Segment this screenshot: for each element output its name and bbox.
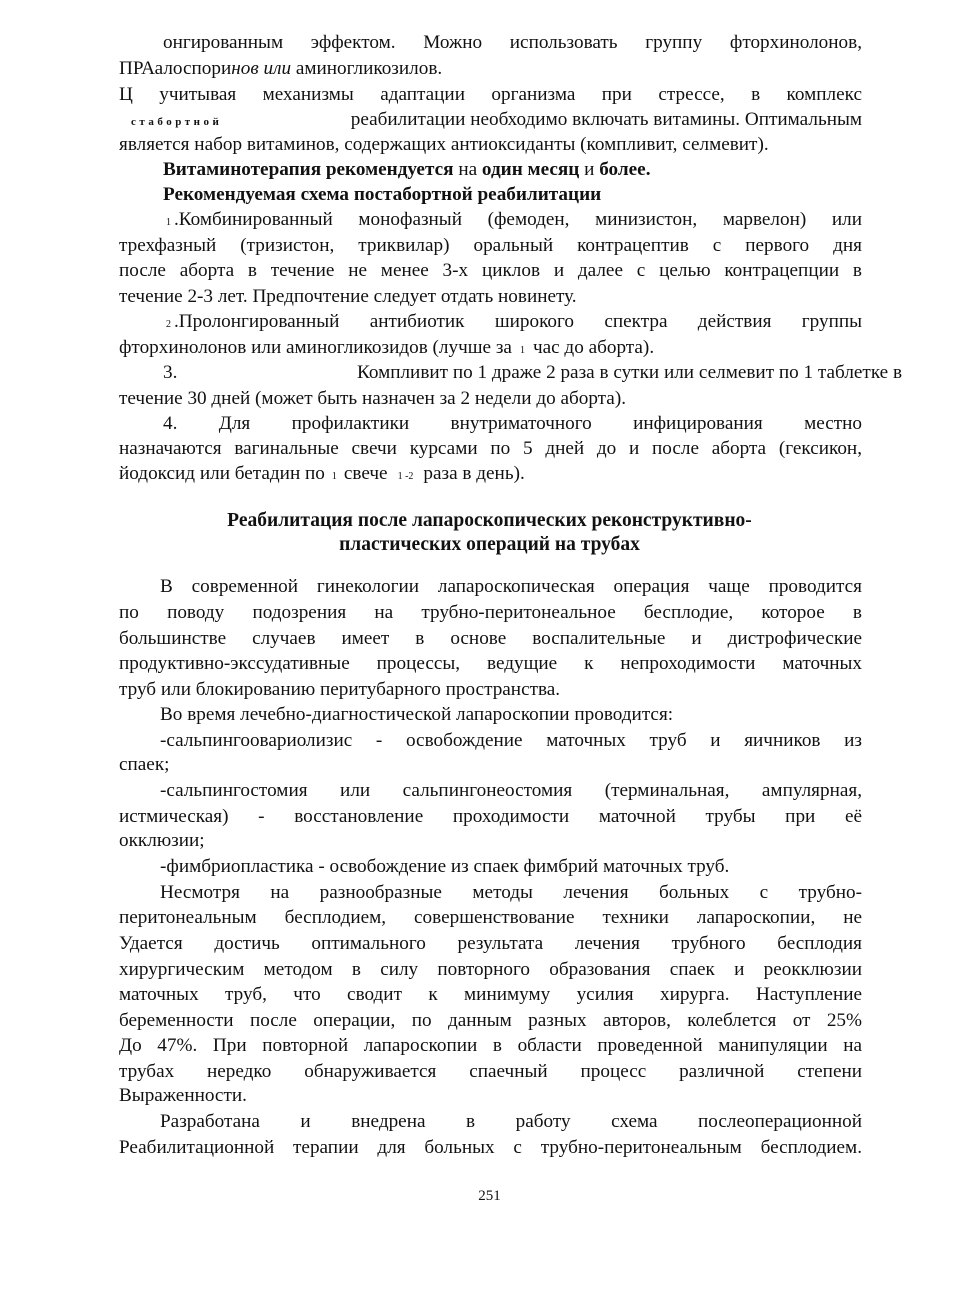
text-fragment: реабилитации необходимо включать витамины. Оптимальным [350, 109, 862, 130]
small-number: 1 [331, 471, 337, 482]
text-line: беременности после операции, по данным разных авторов, колеблется от 25% [119, 1010, 862, 1031]
text-line: по поводу подозрения на трубно-перитонеальное бесплодие, которое в [119, 602, 862, 623]
text-line: трубах нередко обнаруживается спаечный процесс различной степени [119, 1061, 862, 1082]
text-fragment: фторхинолонов или аминогликозидов (лучше за [119, 337, 512, 358]
section-heading-line-1: Реабилитация после лапароскопических реконструктивно- [227, 510, 752, 531]
text-line: труб или блокированию перитубарного пространства. [119, 679, 561, 700]
text-line: Ц учитывая механизмы адаптации организма при стрессе, в комплекс [119, 84, 862, 105]
item-number: 1 [166, 217, 171, 228]
text-line: трехфазный (тризистон, триквилар) оральный контрацептив с первого дня [119, 235, 862, 256]
text-line: течение 30 дней (может быть назначен за 2 недели до аборта). [119, 388, 627, 409]
text-line: течение 2-3 лет. Предпочтение следует отдать новинету. [119, 286, 577, 307]
text-line: Разработана и внедрена в работу схема послеоперационной [160, 1111, 862, 1132]
text-line: Реабилитационной терапии для больных с трубно-перитонеальным бесплодием. [119, 1137, 862, 1158]
text-line: -сальпингоовариолизис - освобождение маточных труб и яичников из [160, 730, 862, 751]
text-fragment: йодоксид или бетадин по [119, 463, 325, 484]
text-line: является набор витаминов, содержащих антиоксиданты (компливит, селмевит). [119, 134, 769, 155]
text-line: До 47%. При повторной лапароскопии в области проведенной манипуляции на [119, 1035, 862, 1056]
italic-fragment: нов или [231, 58, 292, 79]
text-fragment: на [453, 159, 482, 180]
item-number: 2 [166, 319, 171, 330]
text-line: перитонеальным бесплодием, совершенствование техники лапароскопии, не [119, 907, 862, 928]
bold-fragment: один месяц [481, 159, 580, 180]
spaced-fragment: стабортной [131, 116, 223, 128]
text-line [119, 336, 862, 363]
text-line: Во время лечебно-диагностической лапароскопии проводится: [160, 704, 674, 725]
text-line: -фимбриопластика - освобождение из спаек фимбрий маточных труб. [160, 856, 730, 877]
small-number: 1 [519, 345, 525, 356]
list-item-3-number: 3. [163, 362, 178, 383]
text-line: онгированным эффектом. Можно использовать группу фторхинолонов, [163, 32, 862, 53]
text-line: большинстве случаев имеет в основе воспалительные и дистрофические [119, 628, 862, 649]
list-item-3: Компливит по 1 драже 2 раза в сутки или селмевит по 1 таблетке в [357, 362, 903, 383]
list-item-2 [163, 310, 862, 337]
text-fragment: свече [343, 463, 388, 484]
text-line: маточных труб, что сводит к минимуму усилия хирурга. Наступление [119, 984, 862, 1005]
small-number: 1 -2 [397, 471, 414, 482]
text-line: В современной гинекологии лапароскопическая операция чаще проводится [160, 576, 862, 597]
page-number: 251 [478, 1188, 501, 1204]
section-heading-line-2: пластических операций на трубах [339, 534, 640, 555]
text-line [119, 57, 862, 81]
text-line: окклюзии; [119, 830, 205, 851]
text-line [119, 462, 862, 489]
list-item-4: 4. Для профилактики внутриматочного инфицирования местно [163, 413, 862, 434]
scheme-heading: Рекомендуемая схема постабортной реабилитации [163, 184, 602, 205]
vitamin-recommendation [163, 158, 906, 182]
text-line: Выраженности. [119, 1085, 247, 1106]
text-fragment: .Пролонгированный антибиотик широкого спектра действия группы [174, 311, 862, 332]
text-line: -сальпингостомия или сальпингонеостомия (терминальная, ампулярная, [160, 780, 862, 801]
text-line: спаек; [119, 754, 170, 775]
text-fragment: час до аборта). [532, 337, 655, 358]
text-fragment: раза в день). [423, 463, 525, 484]
text-fragment: ПРАалоспори [119, 58, 232, 79]
bold-fragment: более. [599, 159, 651, 180]
bold-fragment: Витаминотерапия рекомендуется [163, 159, 454, 180]
text-fragment: аминогликозилов. [291, 58, 443, 79]
text-line: назначаются вагинальные свечи курсами по 5 дней до и после аборта (гексикон, [119, 438, 862, 459]
text-fragment: .Комбинированный монофазный (фемоден, минизистон, марвелон) или [174, 209, 862, 230]
text-line: хирургическим методом в силу повторного образования спаек и реокклюзии [119, 959, 862, 980]
text-line: Несмотря на разнообразные методы лечения больных с трубно- [160, 882, 862, 903]
list-item-1 [163, 208, 862, 235]
text-line: после аборта в течение не менее 3-х циклов и далее с целью контрацепции в [119, 260, 862, 281]
text-line: истмическая) - восстановление проходимости маточной трубы при её [119, 806, 862, 827]
text-fragment: и [579, 159, 600, 180]
text-line: продуктивно-экссудативные процессы, ведущие к непроходимости маточных [119, 653, 862, 674]
text-line [131, 108, 862, 134]
text-line: Удается достичь оптимального результата лечения трубного бесплодия [119, 933, 862, 954]
